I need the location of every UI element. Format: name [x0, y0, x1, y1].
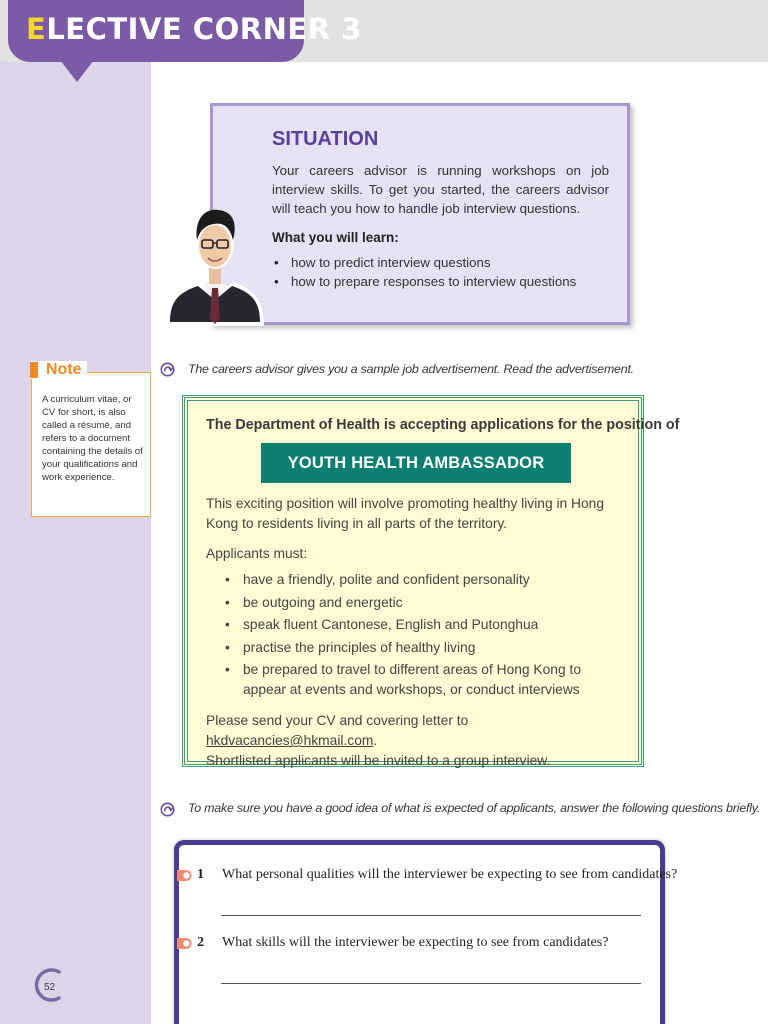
banner-pointer [60, 60, 94, 82]
instruction-text: To make sure you have a good idea of what is expected of applicants, answer the following questions briefly. [188, 801, 761, 815]
answer-line[interactable] [221, 915, 641, 916]
instruction-arrow-icon [160, 802, 175, 817]
section-banner [8, 0, 362, 62]
advert-lead: The Department of Health is accepting applications for the position of [206, 417, 680, 433]
page-number-badge [30, 964, 72, 1006]
requirement-item: • be prepared to travel to different areas of Hong Kong to appear at events and workshops, or conduct interviews [225, 660, 625, 700]
situation-text: Your careers advisor is running workshops on job interview skills. To get you started, the careers advisor will teach you how to handle job interview questions. [272, 163, 609, 216]
learn-heading: What you will learn: [272, 230, 399, 245]
note-title: Note [46, 361, 82, 378]
send-prefix: Please send your CV and covering letter to [206, 713, 469, 728]
situation-title: SITUATION [272, 128, 379, 150]
question-number: 1 [197, 867, 204, 882]
situation-box [210, 103, 630, 325]
page-number: 52 [44, 982, 56, 993]
question-number: 2 [197, 935, 204, 950]
instruction-text: The careers advisor gives you a sample job advertisement. Read the advertisement. [188, 362, 634, 376]
learn-list [272, 253, 609, 291]
advert-position-title: YOUTH HEALTH AMBASSADOR [261, 443, 571, 483]
learn-item: • how to predict interview questions [272, 253, 609, 272]
answer-line[interactable] [221, 983, 641, 984]
banner-first-letter: E [26, 12, 47, 46]
note-header [30, 361, 87, 379]
requirement-item: • practise the principles of healthy living [225, 638, 625, 658]
left-sidebar [0, 62, 151, 1024]
question-bullet-icon [177, 937, 192, 950]
shortlist-text: Shortlisted applicants will be invited to a group interview. [206, 753, 551, 768]
advert-description: This exciting position will involve promoting healthy living in Hong Kong to residents living in all parts of the territory. [206, 496, 605, 531]
advert-must-heading: Applicants must: [206, 546, 308, 561]
job-advertisement [182, 395, 680, 768]
question-text: What personal qualities will the interviewer be expecting to see from candidates? [222, 867, 678, 882]
question-text: What skills will the interviewer be expecting to see from candidates? [222, 935, 609, 950]
send-suffix: . [373, 733, 378, 748]
advert-requirements [225, 570, 625, 703]
instruction-arrow-icon [160, 362, 175, 377]
note-accent-bar [30, 362, 38, 378]
requirement-item: • speak fluent Cantonese, English and Putonghua [225, 615, 625, 635]
requirement-item: • be outgoing and energetic [225, 593, 625, 613]
advert-send-info [206, 711, 636, 771]
note-box [31, 361, 151, 517]
note-text: A curriculum vitae, or CV for short, is also called a résumé, and refers to a document containing the details of your qualifications and work experience. [42, 394, 143, 483]
careers-advisor-photo [160, 182, 270, 328]
requirement-item: • have a friendly, polite and confident personality [225, 570, 625, 590]
learn-item: • how to prepare responses to interview questions [272, 272, 609, 291]
email-link[interactable]: hkdvacancies@hkmail.com [206, 733, 374, 748]
question-bullet-icon [177, 869, 192, 882]
banner-title-rest: LECTIVE CORNER 3 [46, 12, 362, 46]
banner-title [26, 12, 362, 46]
